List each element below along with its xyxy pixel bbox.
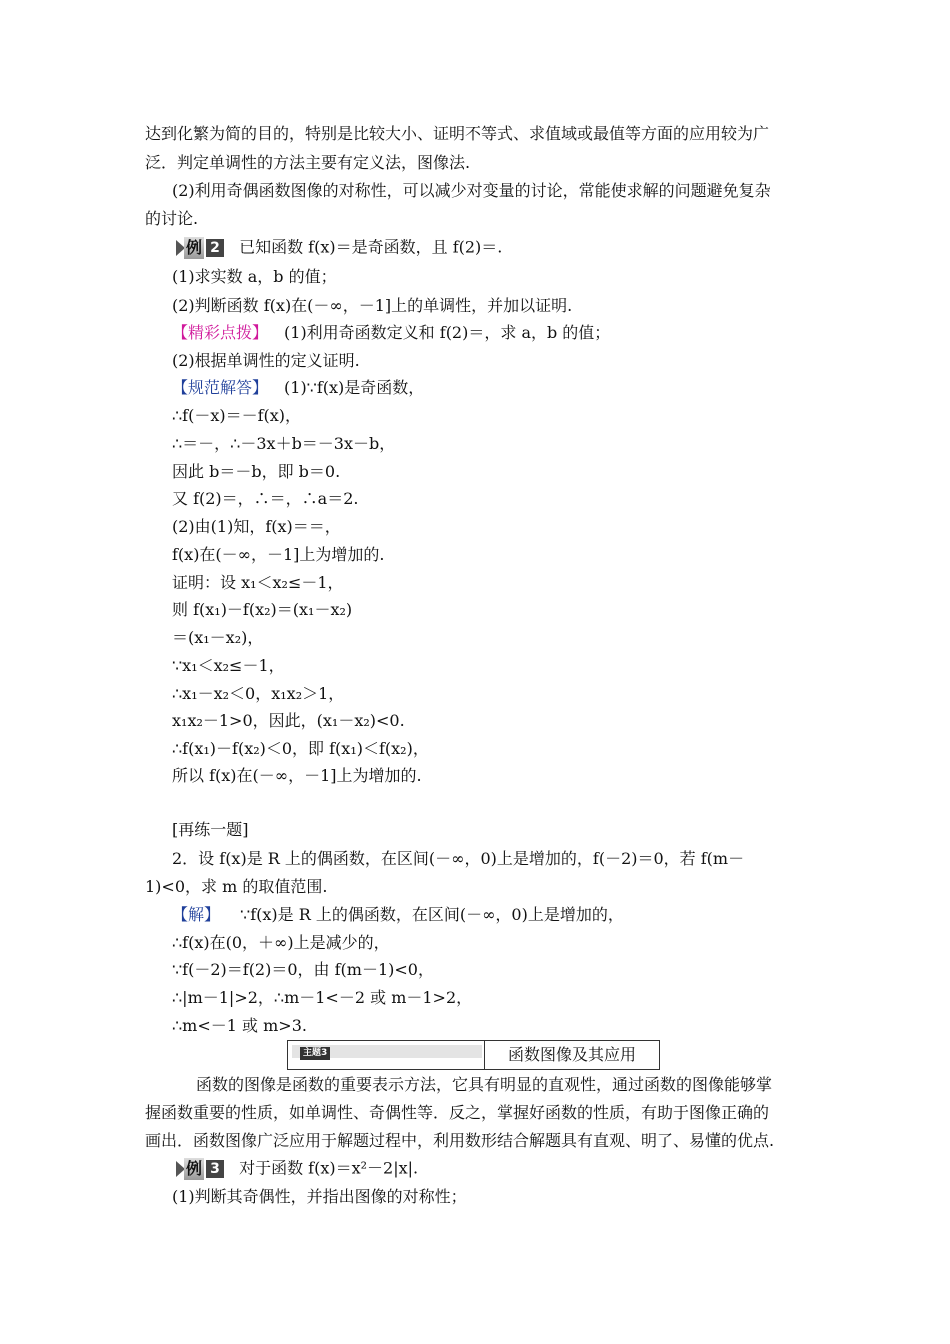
- example-2-badge: [176, 237, 226, 259]
- answer-line: (2)由(1)知，f(x)＝＝，: [172, 517, 341, 536]
- answer-text: (1)∵f(x)是奇函数，: [284, 378, 425, 397]
- answer-line: 又 f(2)＝，∴＝，∴a＝2.: [172, 489, 359, 508]
- answer-line: ∴＝－，∴－3x＋b＝－3x－b，: [172, 434, 396, 453]
- answer-line: ∴f(－x)＝－f(x)，: [172, 406, 302, 425]
- solution-label: 【解】: [172, 905, 221, 924]
- hint-line: [172, 323, 610, 345]
- topic-paragraph-line: 画出．函数图像广泛应用于解题过程中，利用数形结合解题具有直观、明了、易懂的优点.: [145, 1131, 775, 1150]
- answer-line: ＝(x₁－x₂)，: [172, 628, 264, 647]
- answer-label: 【规范解答】: [172, 378, 269, 397]
- paragraph-line: 泛．判定单调性的方法主要有定义法，图像法.: [145, 153, 471, 172]
- example-2-question-1: (1)求实数 a，b 的值；: [172, 267, 337, 286]
- answer-line: ∴f(x₁)－f(x₂)＜0，即 f(x₁)＜f(x₂)，: [172, 739, 429, 758]
- example-3-question-1: (1)判断其奇偶性，并指出图像的对称性；: [172, 1187, 467, 1206]
- answer-line: 则 f(x₁)－f(x₂)＝(x₁－x₂): [172, 600, 353, 619]
- example-badge-number: 2: [206, 239, 224, 257]
- example-badge-number: 3: [206, 1160, 224, 1178]
- practice-header: [再练一题]: [172, 820, 249, 839]
- topic-tag: 主题3: [300, 1047, 330, 1060]
- paragraph-line: 的讨论.: [145, 209, 199, 228]
- topic-paragraph-line: 函数的图像是函数的重要表示方法，它具有明显的直观性，通过函数的图像能够掌: [196, 1075, 773, 1094]
- answer-line: 因此 b＝－b，即 b＝0.: [172, 462, 341, 481]
- solution-line: [172, 905, 624, 927]
- answer-line: [172, 378, 424, 400]
- answer-line: 证明：设 x₁＜x₂≤－1，: [172, 573, 344, 592]
- answer-line: 所以 f(x)在(－∞，－1]上为增加的.: [172, 766, 422, 785]
- example-2-question-2: (2)判断函数 f(x)在(－∞，－1]上的单调性，并加以证明.: [172, 296, 573, 315]
- hint-text: (1)利用奇函数定义和 f(2)＝，求 a，b 的值；: [284, 323, 611, 342]
- example-2-stem: 已知函数 f(x)＝是奇函数，且 f(2)＝.: [239, 237, 503, 257]
- solution-line: ∴|m－1|>2，∴m－1<－2 或 m－1>2，: [172, 988, 473, 1007]
- hint-line-2: (2)根据单调性的定义证明.: [172, 351, 360, 370]
- example-badge-word: 例: [186, 238, 203, 257]
- paragraph-line: 达到化繁为简的目的，特别是比较大小、证明不等式、求值域或最值等方面的应用较为广: [145, 124, 770, 143]
- paragraph-line: (2)利用奇偶函数图像的对称性，可以减少对变量的讨论，常能使求解的问题避免复杂: [172, 181, 771, 200]
- example-3-stem: 对于函数 f(x)＝x²－2|x|.: [239, 1158, 419, 1178]
- topic-title: 函数图像及其应用: [508, 1045, 637, 1064]
- example-3-stem-line: [176, 1158, 418, 1180]
- practice-question-line: 1)<0，求 m 的取值范围.: [145, 877, 328, 896]
- answer-line: ∴x₁－x₂＜0，x₁x₂＞1，: [172, 684, 345, 703]
- solution-text: ∵f(x)是 R 上的偶函数，在区间(－∞，0)上是增加的，: [240, 905, 624, 924]
- solution-line: ∴f(x)在(0，＋∞)上是减少的，: [172, 933, 390, 952]
- example-3-badge: [176, 1158, 226, 1180]
- practice-question-line: 2．设 f(x)是 R 上的偶函数，在区间(－∞，0)上是增加的，f(－2)＝0，若 f(m－: [172, 849, 745, 868]
- topic-tag-bar: [292, 1045, 482, 1058]
- topic-divider: [484, 1041, 485, 1069]
- topic-paragraph-line: 握函数重要的性质，如单调性、奇偶性等．反之，掌握好函数的性质，有助于图像正确的: [145, 1103, 770, 1122]
- example-2-stem-line: [176, 237, 502, 259]
- answer-line: f(x)在(－∞，－1]上为增加的.: [172, 545, 385, 564]
- solution-line: ∴m<－1 或 m>3.: [172, 1016, 307, 1035]
- topic-3-banner: [287, 1040, 660, 1070]
- solution-line: ∵f(－2)＝f(2)＝0，由 f(m－1)<0，: [172, 960, 434, 979]
- answer-line: x₁x₂－1>0，因此，(x₁－x₂)<0.: [172, 711, 405, 730]
- hint-label: 【精彩点拨】: [172, 323, 269, 342]
- answer-line: ∵x₁＜x₂≤－1，: [172, 656, 285, 675]
- example-badge-word: 例: [186, 1159, 203, 1178]
